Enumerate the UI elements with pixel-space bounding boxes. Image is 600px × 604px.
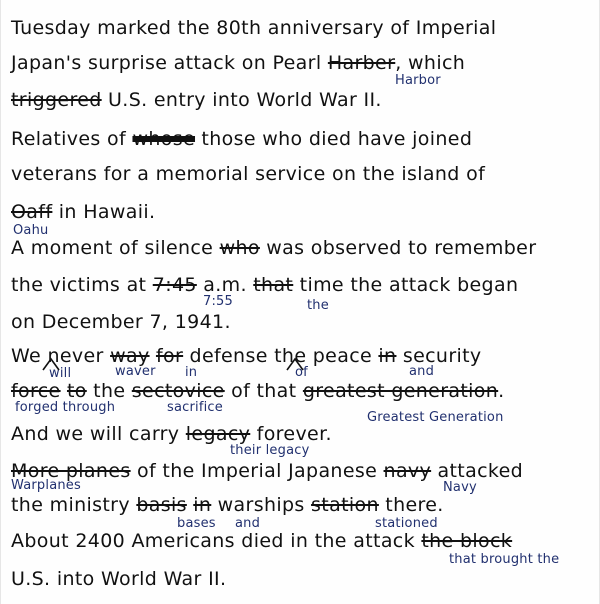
insert-caret-icon bbox=[285, 357, 305, 371]
text: was observed to remember bbox=[259, 237, 537, 259]
correction-navy: Navy bbox=[443, 480, 477, 495]
text: a.m. bbox=[196, 274, 254, 296]
text: Relatives of bbox=[11, 128, 133, 150]
struck-word: in bbox=[378, 345, 397, 367]
struck-word: station bbox=[311, 494, 379, 516]
line-7 bbox=[11, 237, 536, 259]
correction-in: in bbox=[185, 365, 198, 380]
struck-word: in bbox=[193, 494, 212, 516]
line-11 bbox=[11, 380, 505, 402]
correction-harbor: Harbor bbox=[395, 73, 441, 88]
text: And we will carry bbox=[11, 423, 186, 445]
struck-word: greatest generation bbox=[302, 380, 499, 402]
correction-time: 7:55 bbox=[203, 294, 233, 309]
struck-word: for bbox=[155, 345, 184, 367]
text: . bbox=[498, 380, 505, 402]
line-9 bbox=[11, 311, 231, 333]
line-12 bbox=[11, 423, 332, 445]
line-4 bbox=[11, 128, 472, 150]
text: in Hawaii. bbox=[52, 201, 156, 223]
correction-stationed: stationed bbox=[375, 516, 438, 531]
insert-caret-icon bbox=[41, 357, 61, 371]
correction-bases: bases bbox=[177, 516, 216, 531]
text: warships bbox=[211, 494, 312, 516]
line-14 bbox=[11, 494, 444, 516]
text: About 2400 Americans died in the attack bbox=[11, 530, 422, 552]
struck-word: More planes bbox=[11, 460, 131, 482]
line-15 bbox=[11, 530, 512, 552]
line-5 bbox=[11, 163, 485, 185]
text: defense the peace bbox=[183, 345, 379, 367]
line-1 bbox=[11, 17, 496, 39]
text: veterans for a memorial service on the island of bbox=[11, 163, 486, 185]
correction-warplanes: Warplanes bbox=[11, 478, 81, 493]
text: forever. bbox=[250, 423, 332, 445]
correction-and: and bbox=[235, 516, 261, 531]
text: time the attack began bbox=[293, 274, 519, 296]
line-16 bbox=[11, 568, 226, 590]
correction-of: of bbox=[295, 365, 308, 380]
text: U.S. entry into World War II. bbox=[101, 89, 382, 111]
text: on December 7, 1941. bbox=[11, 311, 231, 333]
line-2 bbox=[11, 52, 465, 74]
struck-word: Oaff bbox=[11, 201, 53, 223]
text: attacked bbox=[431, 460, 524, 482]
correction-forged-through: forged through bbox=[15, 400, 116, 415]
text: the bbox=[86, 380, 132, 402]
correction-will: will bbox=[49, 366, 72, 381]
struck-word: that bbox=[253, 274, 294, 296]
text: of the Imperial Japanese bbox=[130, 460, 384, 482]
correction-and: and bbox=[409, 364, 435, 379]
text: security bbox=[396, 345, 482, 367]
correction-oahu: Oahu bbox=[13, 223, 49, 238]
text: Tuesday marked the 80th anniversary of Imperial bbox=[11, 17, 497, 39]
correction-waver: waver bbox=[115, 364, 156, 379]
text: those who died have joined bbox=[195, 128, 473, 150]
correction-their-legacy: their legacy bbox=[230, 443, 310, 458]
struck-word: basis bbox=[136, 494, 187, 516]
struck-word: legacy bbox=[185, 423, 251, 445]
text: there. bbox=[378, 494, 444, 516]
text: U.S. into World War II. bbox=[11, 568, 227, 590]
line-6 bbox=[11, 201, 155, 223]
text: the victims at bbox=[11, 274, 153, 296]
text: , which bbox=[395, 52, 466, 74]
scribbled-word: whose bbox=[132, 128, 196, 150]
struck-word: navy bbox=[383, 460, 432, 482]
text: of that bbox=[224, 380, 303, 402]
correction-the: the bbox=[307, 298, 329, 313]
line-8 bbox=[11, 274, 518, 296]
line-13 bbox=[11, 460, 523, 482]
text: A moment of silence bbox=[11, 237, 220, 259]
text: Japan's surprise attack on Pearl bbox=[11, 52, 328, 74]
correction-that-brought-the: that brought the bbox=[449, 552, 560, 567]
text: the ministry bbox=[11, 494, 137, 516]
struck-word: sectovice bbox=[131, 380, 225, 402]
line-3 bbox=[11, 89, 382, 111]
struck-word: way bbox=[110, 345, 150, 367]
struck-word: the block bbox=[421, 530, 513, 552]
correction-greatest-generation: Greatest Generation bbox=[367, 410, 504, 425]
correction-sacrifice: sacrifice bbox=[167, 400, 223, 415]
struck-word: to bbox=[66, 380, 87, 402]
struck-word: 7:45 bbox=[152, 274, 197, 296]
text: We never bbox=[11, 345, 111, 367]
struck-word: force bbox=[11, 380, 61, 402]
struck-word: who bbox=[219, 237, 260, 259]
struck-word: triggered bbox=[11, 89, 102, 111]
struck-word: Harber bbox=[327, 52, 396, 74]
